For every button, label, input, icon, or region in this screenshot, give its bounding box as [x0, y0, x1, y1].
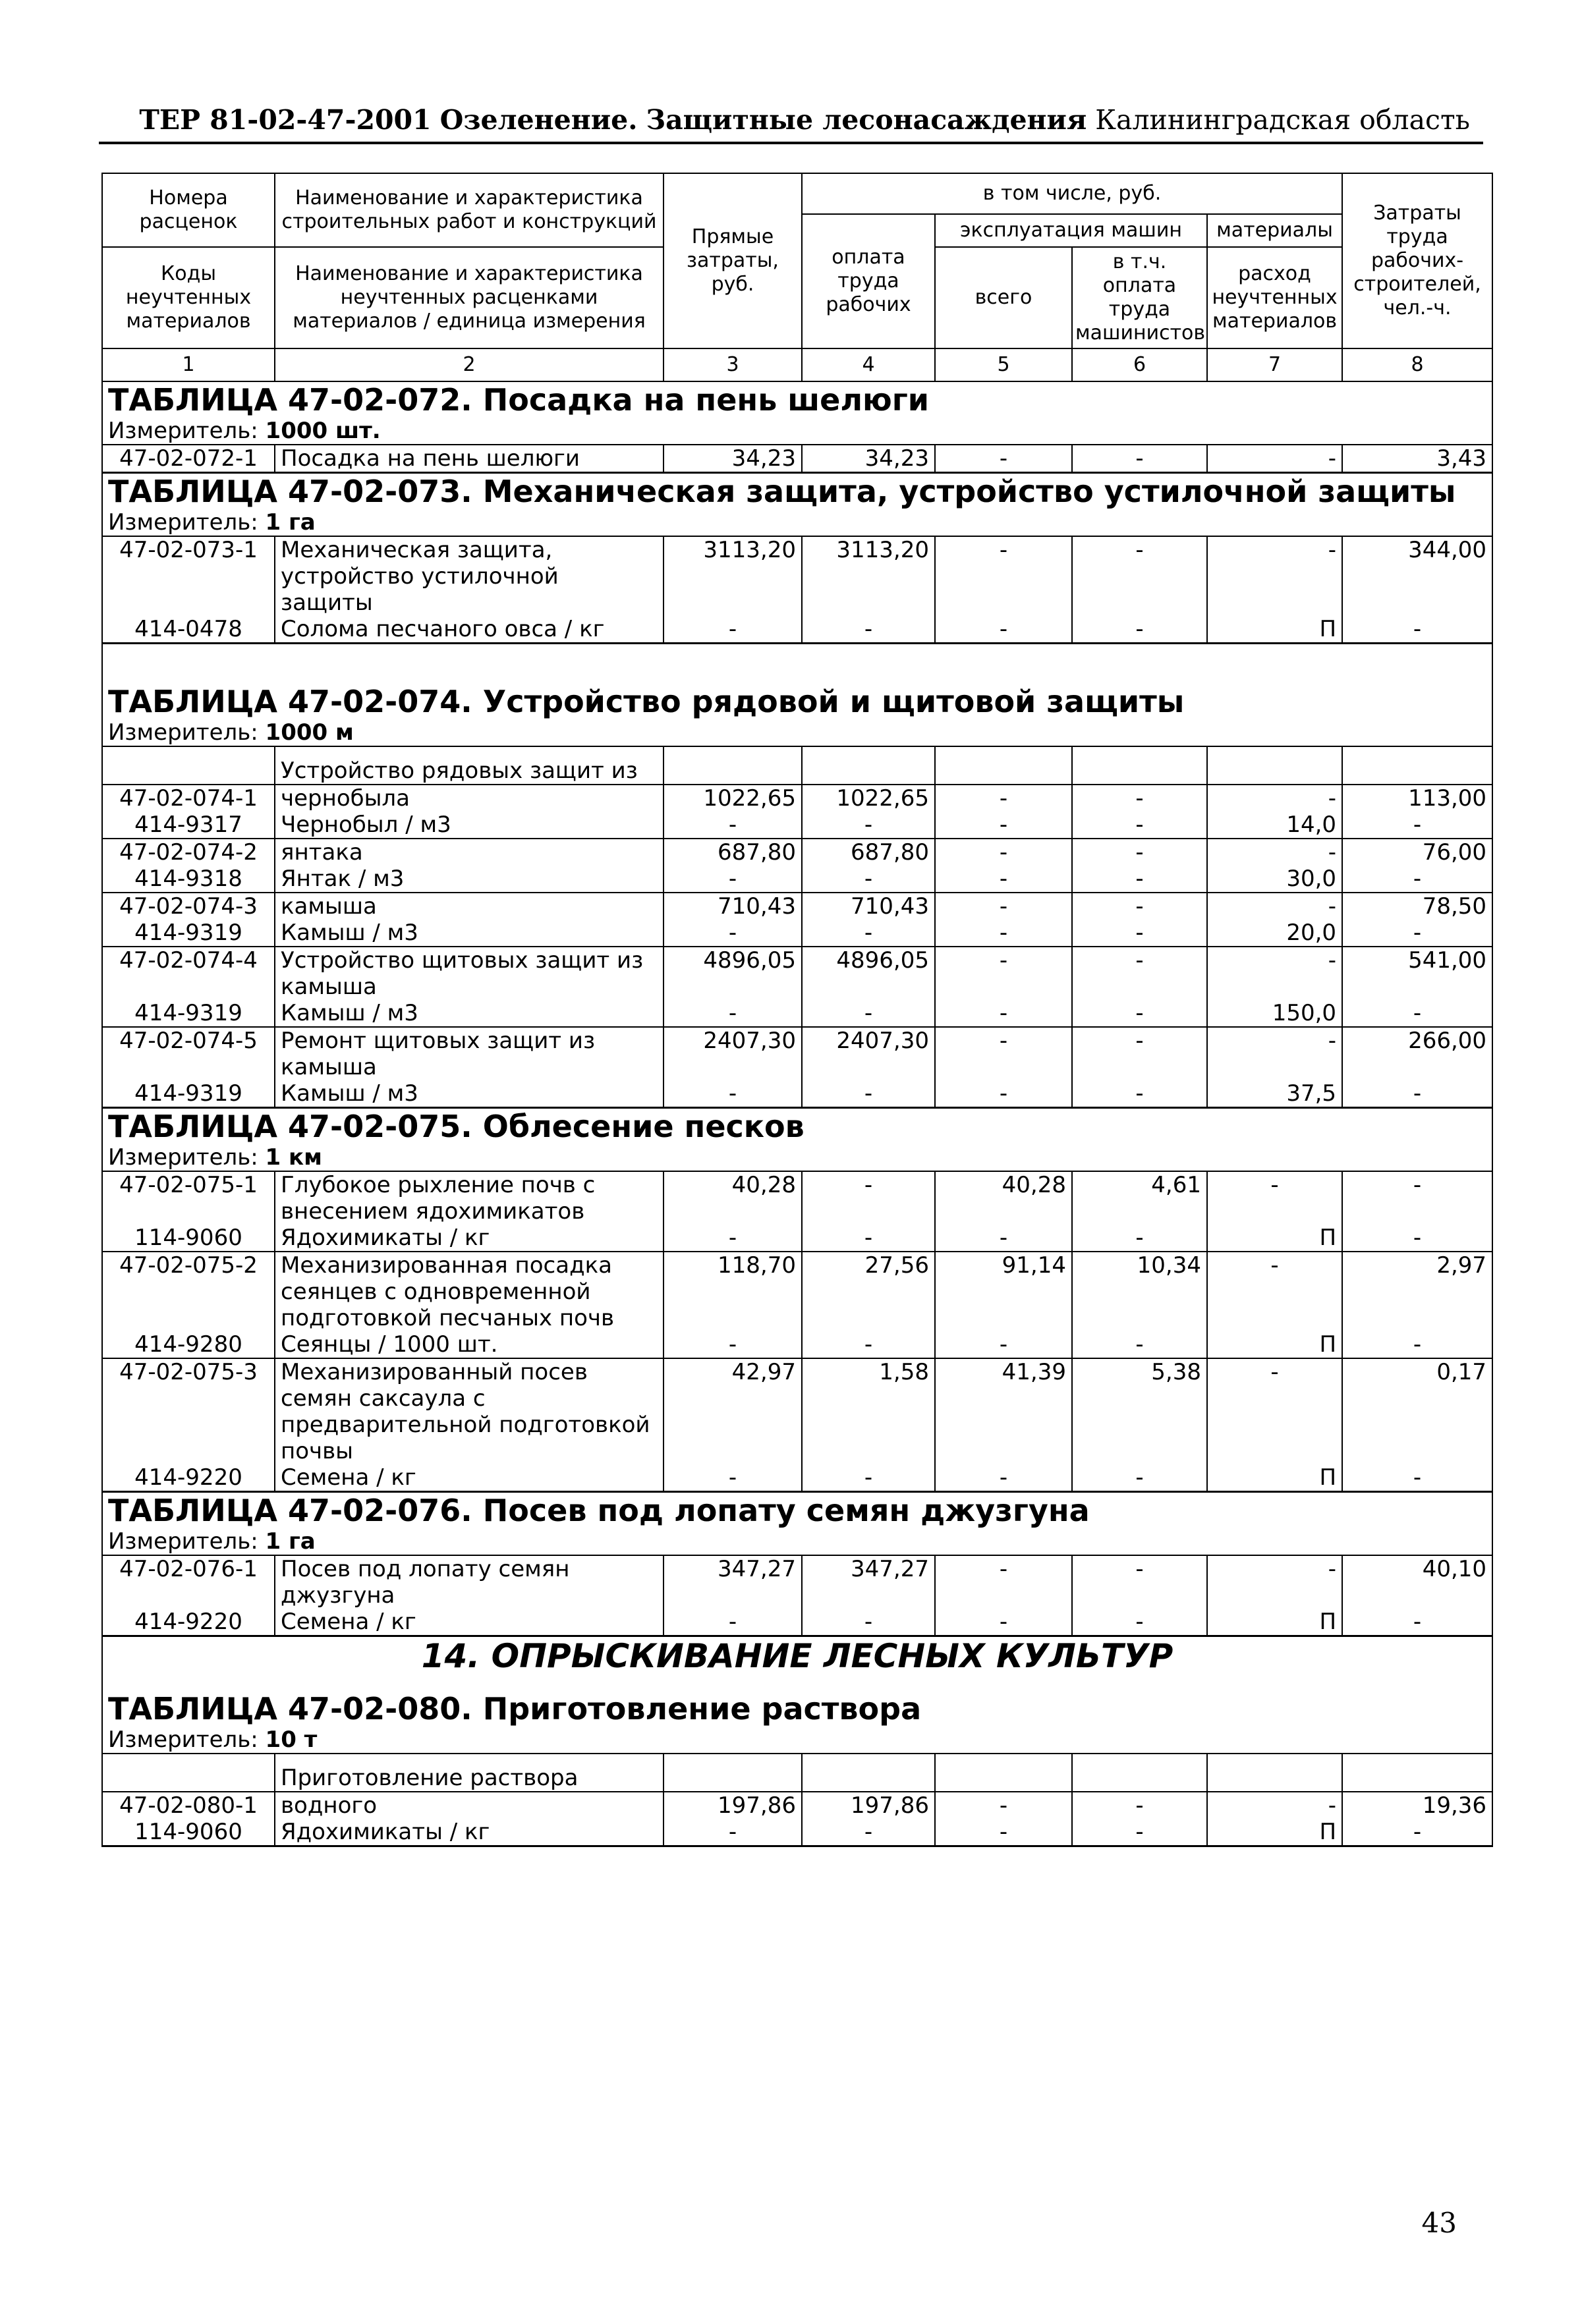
material-row	[102, 1331, 1492, 1358]
col-machines-header: эксплуатация машин	[935, 214, 1207, 247]
rate-code: 47-02-074-2	[102, 839, 275, 866]
material-row	[102, 1225, 1492, 1252]
rate-code: 47-02-075-2	[102, 1252, 275, 1331]
labor-hours: 19,36	[1342, 1792, 1492, 1819]
col-materials-header: материалы	[1207, 214, 1342, 247]
worker-pay: -	[802, 812, 935, 839]
labor-hours: -	[1342, 1080, 1492, 1108]
direct-costs: -	[664, 1331, 802, 1358]
material-name: Камыш / м3	[275, 1000, 664, 1027]
direct-costs: -	[664, 812, 802, 839]
labor-hours: 78,50	[1342, 893, 1492, 920]
direct-costs: -	[664, 920, 802, 947]
col-number: 1	[102, 348, 275, 381]
direct-costs: 347,27	[664, 1555, 802, 1609]
rate-code: 47-02-072-1	[102, 445, 275, 473]
col-including-header: в том числе, руб.	[802, 173, 1342, 214]
col-number: 6	[1072, 348, 1207, 381]
rate-name: янтака	[275, 839, 664, 866]
table-row	[102, 839, 1492, 866]
direct-costs: -	[664, 1225, 802, 1252]
direct-costs: -	[664, 616, 802, 644]
material-usage: П	[1207, 1331, 1342, 1358]
group-caption-row	[102, 1754, 1492, 1792]
rate-code: 47-02-073-1	[102, 536, 275, 616]
page-number: 43	[1421, 2207, 1457, 2239]
table-47-02-073	[102, 473, 1492, 644]
machinist-pay: -	[1072, 785, 1207, 812]
direct-costs: 40,28	[664, 1171, 802, 1225]
material-usage: 37,5	[1207, 1080, 1342, 1108]
machines-total: -	[935, 445, 1072, 473]
labor-hours: -	[1342, 616, 1492, 644]
worker-pay: 687,80	[802, 839, 935, 866]
machines-total: -	[935, 1792, 1072, 1819]
material-row	[102, 812, 1492, 839]
worker-pay: -	[802, 920, 935, 947]
col-number: 4	[802, 348, 935, 381]
table-title: ТАБЛИЦА 47-02-075. Облесение песков	[102, 1108, 1492, 1145]
material-row	[102, 920, 1492, 947]
table-47-02-074	[102, 644, 1492, 1108]
table-row	[102, 1792, 1492, 1819]
direct-costs: 687,80	[664, 839, 802, 866]
material-usage: -	[1207, 1252, 1342, 1331]
material-name: Камыш / м3	[275, 1080, 664, 1108]
worker-pay: -	[802, 1000, 935, 1027]
direct-costs: 197,86	[664, 1792, 802, 1819]
machinist-pay: -	[1072, 1555, 1207, 1609]
material-usage: -	[1207, 1027, 1342, 1080]
worker-pay: 3113,20	[802, 536, 935, 616]
rate-name: Глубокое рыхление почв с внесением ядохимикатов	[275, 1171, 664, 1225]
material-code: 414-9280	[102, 1331, 275, 1358]
worker-pay: 27,56	[802, 1252, 935, 1331]
material-usage: П	[1207, 616, 1342, 644]
labor-hours: 541,00	[1342, 947, 1492, 1000]
table-meter: Измеритель: 1000 шт.	[102, 418, 1492, 445]
material-usage: 14,0	[1207, 812, 1342, 839]
table-row	[102, 536, 1492, 616]
material-code: 114-9060	[102, 1225, 275, 1252]
table-title: ТАБЛИЦА 47-02-074. Устройство рядовой и щитовой защиты	[102, 644, 1492, 720]
direct-costs: -	[664, 1080, 802, 1108]
direct-costs: 1022,65	[664, 785, 802, 812]
table-title: ТАБЛИЦА 47-02-076. Посев под лопату семян джузгуна	[102, 1492, 1492, 1529]
worker-pay: 1,58	[802, 1358, 935, 1464]
direct-costs: 3113,20	[664, 536, 802, 616]
labor-hours: 40,10	[1342, 1555, 1492, 1609]
direct-costs: 4896,05	[664, 947, 802, 1000]
machinist-pay: -	[1072, 536, 1207, 616]
machinist-pay: -	[1072, 1000, 1207, 1027]
material-usage: П	[1207, 1225, 1342, 1252]
worker-pay: -	[802, 1819, 935, 1846]
material-usage: -	[1207, 1555, 1342, 1609]
col-number: 7	[1207, 348, 1342, 381]
table-47-02-076	[102, 1492, 1492, 1636]
machines-total: 40,28	[935, 1171, 1072, 1225]
labor-hours: 76,00	[1342, 839, 1492, 866]
direct-costs: 34,23	[664, 445, 802, 473]
table-row	[102, 1252, 1492, 1331]
machinist-pay: -	[1072, 1609, 1207, 1636]
material-row	[102, 866, 1492, 893]
machines-total: -	[935, 893, 1072, 920]
machinist-pay: -	[1072, 445, 1207, 473]
table-47-02-072	[102, 381, 1492, 473]
rate-code: 47-02-074-4	[102, 947, 275, 1000]
worker-pay: -	[802, 1171, 935, 1225]
table-row	[102, 445, 1492, 473]
direct-costs: -	[664, 1609, 802, 1636]
worker-pay: -	[802, 616, 935, 644]
labor-hours: -	[1342, 1171, 1492, 1225]
rate-code: 47-02-075-1	[102, 1171, 275, 1225]
rate-code: 47-02-074-1	[102, 785, 275, 812]
rate-code: 47-02-080-1	[102, 1792, 275, 1819]
machinist-pay: -	[1072, 1027, 1207, 1080]
col-material-names-header: Наименование и характеристика неучтенных расценками материалов / единица измерения	[275, 247, 664, 348]
material-row	[102, 1819, 1492, 1846]
document-code: ТЕР 81-02-47-2001	[139, 104, 432, 136]
worker-pay: -	[802, 1464, 935, 1492]
material-usage: П	[1207, 1464, 1342, 1492]
rate-name: Ремонт щитовых защит из камыша	[275, 1027, 664, 1080]
col-labor-hours-header: Затраты труда рабочих-строителей, чел.-ч.	[1342, 173, 1492, 348]
machines-total: -	[935, 866, 1072, 893]
labor-hours: 344,00	[1342, 536, 1492, 616]
machinist-pay: 5,38	[1072, 1358, 1207, 1464]
col-worker-pay-header: оплата труда рабочих	[802, 214, 935, 348]
direct-costs: 118,70	[664, 1252, 802, 1331]
machinist-pay: -	[1072, 812, 1207, 839]
running-header	[139, 104, 1470, 136]
col-direct-costs-header: Прямые затраты, руб.	[664, 173, 802, 348]
labor-hours: 0,17	[1342, 1358, 1492, 1464]
column-numbers-row	[102, 348, 1492, 381]
group-caption: Устройство рядовых защит из	[275, 746, 664, 785]
material-usage: -	[1207, 785, 1342, 812]
labor-hours: 113,00	[1342, 785, 1492, 812]
table-meter: Измеритель: 1 га	[102, 509, 1492, 536]
rate-name: водного	[275, 1792, 664, 1819]
machines-total: 41,39	[935, 1358, 1072, 1464]
material-row	[102, 1464, 1492, 1492]
labor-hours: -	[1342, 866, 1492, 893]
material-usage: 20,0	[1207, 920, 1342, 947]
material-name: Янтак / м3	[275, 866, 664, 893]
worker-pay: 1022,65	[802, 785, 935, 812]
material-usage: -	[1207, 839, 1342, 866]
labor-hours: -	[1342, 1609, 1492, 1636]
material-usage: -	[1207, 1171, 1342, 1225]
worker-pay: -	[802, 1225, 935, 1252]
rate-code: 47-02-075-3	[102, 1358, 275, 1464]
table-meter: Измеритель: 1 км	[102, 1144, 1492, 1171]
labor-hours: -	[1342, 920, 1492, 947]
machinist-pay: -	[1072, 1225, 1207, 1252]
labor-hours: -	[1342, 812, 1492, 839]
rate-code: 47-02-076-1	[102, 1555, 275, 1609]
labor-hours: 2,97	[1342, 1252, 1492, 1331]
labor-hours: 266,00	[1342, 1027, 1492, 1080]
table-47-02-075	[102, 1108, 1492, 1492]
worker-pay: 710,43	[802, 893, 935, 920]
table-row	[102, 1358, 1492, 1464]
machinist-pay: 4,61	[1072, 1171, 1207, 1225]
worker-pay: 4896,05	[802, 947, 935, 1000]
material-code: 414-9220	[102, 1609, 275, 1636]
worker-pay: -	[802, 866, 935, 893]
material-code: 414-9319	[102, 1080, 275, 1108]
direct-costs: 710,43	[664, 893, 802, 920]
table-title: ТАБЛИЦА 47-02-073. Механическая защита, устройство устилочной защиты	[102, 473, 1492, 510]
direct-costs: -	[664, 1000, 802, 1027]
table-47-02-080	[102, 1636, 1492, 1846]
rate-name: Механизированная посадка сеянцев с одновременной подготовкой песчаных почв	[275, 1252, 664, 1331]
material-usage: -	[1207, 536, 1342, 616]
col-number: 3	[664, 348, 802, 381]
machinist-pay: -	[1072, 947, 1207, 1000]
material-code: 414-9319	[102, 920, 275, 947]
labor-hours: -	[1342, 1000, 1492, 1027]
material-usage: П	[1207, 1609, 1342, 1636]
header-rule	[99, 142, 1483, 144]
machinist-pay: -	[1072, 893, 1207, 920]
worker-pay: -	[802, 1331, 935, 1358]
col-number: 2	[275, 348, 664, 381]
material-row	[102, 1000, 1492, 1027]
material-code: 414-9220	[102, 1464, 275, 1492]
table-row	[102, 947, 1492, 1000]
rate-code: 47-02-074-3	[102, 893, 275, 920]
material-name: Солома песчаного овса / кг	[275, 616, 664, 644]
material-row	[102, 616, 1492, 644]
machinist-pay: -	[1072, 839, 1207, 866]
collection-subtitle: Защитные лесонасаждения	[646, 104, 1087, 136]
rate-name: Устройство щитовых защит из камыша	[275, 947, 664, 1000]
material-usage: 30,0	[1207, 866, 1342, 893]
region-name: Калининградская область	[1095, 104, 1470, 136]
material-usage: -	[1207, 1358, 1342, 1464]
material-code: 414-9317	[102, 812, 275, 839]
material-usage: 150,0	[1207, 1000, 1342, 1027]
material-code: 414-9318	[102, 866, 275, 893]
material-usage: П	[1207, 1819, 1342, 1846]
machinist-pay: -	[1072, 866, 1207, 893]
material-usage: -	[1207, 947, 1342, 1000]
col-material-codes-header: Коды неучтенных материалов	[102, 247, 275, 348]
labor-hours: -	[1342, 1464, 1492, 1492]
table-title: ТАБЛИЦА 47-02-072. Посадка на пень шелюги	[102, 381, 1492, 418]
material-usage: -	[1207, 893, 1342, 920]
rate-name: чернобыла	[275, 785, 664, 812]
col-work-name-header: Наименование и характеристика строительных работ и конструкций	[275, 173, 664, 247]
machines-total: -	[935, 616, 1072, 644]
machinist-pay: -	[1072, 616, 1207, 644]
machines-total: -	[935, 839, 1072, 866]
table-row	[102, 1555, 1492, 1609]
worker-pay: 197,86	[802, 1792, 935, 1819]
worker-pay: 347,27	[802, 1555, 935, 1609]
col-rate-number-header: Номера расценок	[102, 173, 275, 247]
material-row	[102, 1080, 1492, 1108]
col-number: 8	[1342, 348, 1492, 381]
material-code: 114-9060	[102, 1819, 275, 1846]
material-name: Камыш / м3	[275, 920, 664, 947]
table-row	[102, 1171, 1492, 1225]
rate-code: 47-02-074-5	[102, 1027, 275, 1080]
machines-total: -	[935, 1225, 1072, 1252]
machines-total: -	[935, 1609, 1072, 1636]
worker-pay: -	[802, 1609, 935, 1636]
machinist-pay: -	[1072, 1080, 1207, 1108]
machines-total: -	[935, 1080, 1072, 1108]
table-meter: Измеритель: 10 т	[102, 1727, 1492, 1754]
machinist-pay: 10,34	[1072, 1252, 1207, 1331]
col-material-usage-header: расход неучтенных материалов	[1207, 247, 1342, 348]
direct-costs: -	[664, 866, 802, 893]
material-name: Сеянцы / 1000 шт.	[275, 1331, 664, 1358]
material-name: Чернобыл / м3	[275, 812, 664, 839]
machines-total: -	[935, 1000, 1072, 1027]
rate-name: Механическая защита, устройство устилочной защиты	[275, 536, 664, 616]
machinist-pay: -	[1072, 1819, 1207, 1846]
machines-total: -	[935, 1331, 1072, 1358]
machines-total: -	[935, 1464, 1072, 1492]
material-name: Ядохимикаты / кг	[275, 1225, 664, 1252]
machines-total: -	[935, 812, 1072, 839]
worker-pay: 34,23	[802, 445, 935, 473]
table-row	[102, 893, 1492, 920]
rate-name: Механизированный посев семян саксаула с предварительной подготовкой почвы	[275, 1358, 664, 1464]
section-heading: 14. ОПРЫСКИВАНИЕ ЛЕСНЫХ КУЛЬТУР	[102, 1636, 1492, 1676]
machinist-pay: -	[1072, 1464, 1207, 1492]
direct-costs: 2407,30	[664, 1027, 802, 1080]
group-caption: Приготовление раствора	[275, 1754, 664, 1792]
material-usage: -	[1207, 1792, 1342, 1819]
material-name: Семена / кг	[275, 1609, 664, 1636]
rate-name: камыша	[275, 893, 664, 920]
collection-title: Озеленение.	[439, 104, 638, 136]
machinist-pay: -	[1072, 1331, 1207, 1358]
machinist-pay: -	[1072, 920, 1207, 947]
table-header	[102, 173, 1492, 381]
labor-hours: 3,43	[1342, 445, 1492, 473]
material-name: Семена / кг	[275, 1464, 664, 1492]
rates-table	[101, 173, 1493, 1847]
table-meter: Измеритель: 1000 м	[102, 719, 1492, 746]
machinist-pay: -	[1072, 1792, 1207, 1819]
material-row	[102, 1609, 1492, 1636]
machines-total: -	[935, 785, 1072, 812]
material-code: 414-9319	[102, 1000, 275, 1027]
col-machines-total-header: всего	[935, 247, 1072, 348]
group-caption-row	[102, 746, 1492, 785]
worker-pay: -	[802, 1080, 935, 1108]
table-title: ТАБЛИЦА 47-02-080. Приготовление раствора	[102, 1675, 1492, 1727]
machines-total: -	[935, 1819, 1072, 1846]
labor-hours: -	[1342, 1331, 1492, 1358]
machines-total: -	[935, 1555, 1072, 1609]
machines-total: -	[935, 920, 1072, 947]
direct-costs: -	[664, 1819, 802, 1846]
machines-total: -	[935, 947, 1072, 1000]
col-number: 5	[935, 348, 1072, 381]
col-machinist-pay-header: в т.ч. оплата труда машинистов	[1072, 247, 1207, 348]
labor-hours: -	[1342, 1225, 1492, 1252]
worker-pay: 2407,30	[802, 1027, 935, 1080]
labor-hours: -	[1342, 1819, 1492, 1846]
direct-costs: 42,97	[664, 1358, 802, 1464]
material-code: 414-0478	[102, 616, 275, 644]
direct-costs: -	[664, 1464, 802, 1492]
machines-total: 91,14	[935, 1252, 1072, 1331]
table-meter: Измеритель: 1 га	[102, 1528, 1492, 1555]
table-row	[102, 785, 1492, 812]
rate-name: Посев под лопату семян джузгуна	[275, 1555, 664, 1609]
rate-name: Посадка на пень шелюги	[275, 445, 664, 473]
material-name: Ядохимикаты / кг	[275, 1819, 664, 1846]
machines-total: -	[935, 1027, 1072, 1080]
material-usage: -	[1207, 445, 1342, 473]
table-row	[102, 1027, 1492, 1080]
machines-total: -	[935, 536, 1072, 616]
